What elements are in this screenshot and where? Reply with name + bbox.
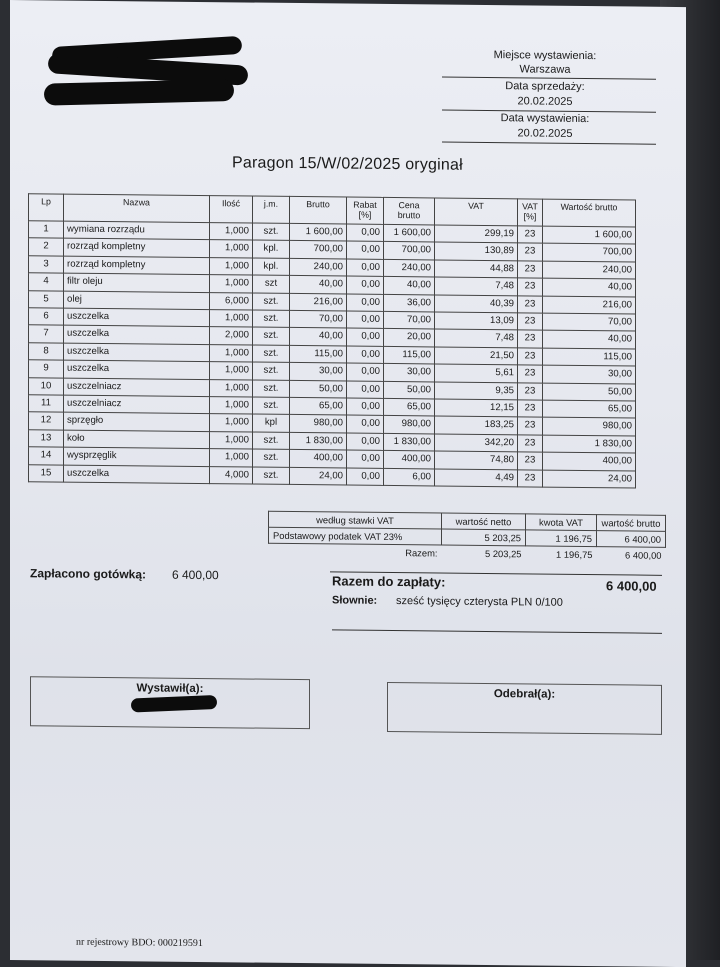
cell-unit: kpl. bbox=[253, 258, 290, 276]
cell-unit: szt. bbox=[253, 467, 290, 485]
vat-gross-value: 6 400,00 bbox=[597, 531, 666, 548]
cell-unit: szt. bbox=[253, 310, 290, 328]
col-header-name: Nazwa bbox=[64, 194, 210, 223]
cell-vat: 7,48 bbox=[435, 329, 518, 347]
cell-qty: 1,000 bbox=[210, 275, 253, 293]
cell-name: wymiana rozrządu bbox=[64, 221, 210, 240]
col-header-gross: Brutto bbox=[290, 196, 347, 224]
cell-lp: 9 bbox=[29, 360, 64, 378]
cell-unit: szt. bbox=[253, 449, 290, 467]
cell-discount: 0,00 bbox=[347, 241, 384, 259]
cell-vat-rate: 23 bbox=[518, 226, 543, 244]
cell-gross: 40,00 bbox=[290, 328, 347, 346]
cell-vat-rate: 23 bbox=[518, 400, 543, 418]
cell-vat: 9,35 bbox=[435, 382, 518, 400]
col-header-qty: Ilość bbox=[210, 196, 253, 223]
cell-discount: 0,00 bbox=[347, 346, 384, 364]
cell-vat-rate: 23 bbox=[518, 278, 543, 296]
vat-header-amount: kwota VAT bbox=[526, 514, 597, 531]
cell-gross: 50,00 bbox=[290, 380, 347, 398]
cell-total: 70,00 bbox=[543, 313, 636, 331]
cell-discount: 0,00 bbox=[347, 276, 384, 294]
cell-lp: 2 bbox=[29, 238, 64, 256]
header-divider bbox=[442, 142, 656, 145]
issued-by-box bbox=[30, 676, 310, 729]
cell-vat-rate: 23 bbox=[518, 261, 543, 279]
cell-discount: 0,00 bbox=[347, 468, 384, 486]
cell-qty: 1,000 bbox=[210, 362, 253, 380]
total-due-value: 6 400,00 bbox=[606, 578, 657, 594]
cell-vat: 130,89 bbox=[435, 242, 518, 260]
cell-lp: 15 bbox=[29, 464, 64, 482]
cell-name: sprzęgło bbox=[64, 413, 210, 432]
vat-total-row bbox=[269, 543, 666, 563]
cell-unit: szt. bbox=[253, 327, 290, 345]
redacted-signature bbox=[131, 695, 218, 713]
cell-qty: 6,000 bbox=[210, 292, 253, 310]
cell-qty: 1,000 bbox=[210, 344, 253, 362]
paid-cash-value: 6 400,00 bbox=[172, 567, 219, 583]
sale-date-label: Data sprzedaży: bbox=[505, 80, 585, 94]
cell-qty: 1,000 bbox=[210, 414, 253, 432]
cell-gross: 1 600,00 bbox=[290, 223, 347, 241]
cell-price: 1 600,00 bbox=[384, 224, 435, 242]
cell-total: 24,00 bbox=[543, 470, 636, 488]
cell-gross: 240,00 bbox=[290, 258, 347, 276]
cell-vat: 7,48 bbox=[435, 277, 518, 295]
cell-gross: 70,00 bbox=[290, 310, 347, 328]
cell-discount: 0,00 bbox=[347, 363, 384, 381]
cell-unit: szt. bbox=[253, 223, 290, 241]
cell-price: 20,00 bbox=[384, 329, 435, 347]
cell-discount: 0,00 bbox=[347, 224, 384, 242]
cell-name: uszczelniacz bbox=[64, 378, 210, 397]
cell-unit: szt. bbox=[253, 293, 290, 311]
vat-header-gross: wartość brutto bbox=[597, 515, 666, 532]
cell-name: rozrząd kompletny bbox=[64, 256, 210, 275]
cell-name: filtr oleju bbox=[64, 273, 210, 292]
cell-total: 65,00 bbox=[543, 400, 636, 418]
cell-discount: 0,00 bbox=[347, 311, 384, 329]
in-words-label: Słownie: bbox=[332, 594, 378, 607]
cell-total: 700,00 bbox=[543, 243, 636, 261]
cell-gross: 1 830,00 bbox=[290, 432, 347, 450]
document-title: Paragon 15/W/02/2025 oryginał bbox=[232, 154, 463, 174]
col-header-price: Cena brutto bbox=[384, 197, 435, 225]
cell-lp: 8 bbox=[29, 343, 64, 361]
redacted-seller-info-3 bbox=[44, 79, 235, 106]
cell-vat: 183,25 bbox=[435, 416, 518, 434]
vat-total-label: Razem: bbox=[405, 547, 438, 559]
received-by-box bbox=[387, 682, 662, 735]
cell-discount: 0,00 bbox=[347, 259, 384, 277]
cell-name: uszczelka bbox=[64, 465, 210, 484]
cell-discount: 0,00 bbox=[347, 398, 384, 416]
cell-vat: 342,20 bbox=[435, 434, 518, 452]
bdo-registry-number: nr rejestrowy BDO: 000219591 bbox=[76, 936, 203, 950]
cell-lp: 12 bbox=[29, 412, 64, 430]
cell-qty: 1,000 bbox=[210, 310, 253, 328]
cell-name: uszczelka bbox=[64, 325, 210, 344]
cell-total: 40,00 bbox=[543, 331, 636, 349]
cell-vat: 74,80 bbox=[435, 451, 518, 469]
issue-date-label: Data wystawienia: bbox=[500, 112, 590, 126]
cell-price: 115,00 bbox=[384, 346, 435, 364]
cell-price: 50,00 bbox=[384, 381, 435, 399]
cell-vat-rate: 23 bbox=[518, 313, 543, 331]
cell-vat-rate: 23 bbox=[518, 452, 543, 470]
vat-rate-name: Podstawowy podatek VAT 23% bbox=[269, 527, 442, 545]
cell-total: 1 600,00 bbox=[543, 226, 636, 244]
cell-vat: 40,39 bbox=[435, 295, 518, 313]
issued-by-label: Wystawił(a): bbox=[136, 682, 204, 696]
cell-total: 40,00 bbox=[543, 278, 636, 296]
cell-name: uszczelka bbox=[64, 343, 210, 362]
cell-price: 1 830,00 bbox=[384, 433, 435, 451]
cell-lp: 7 bbox=[29, 325, 64, 343]
cell-price: 30,00 bbox=[384, 364, 435, 382]
cell-total: 1 830,00 bbox=[543, 435, 636, 453]
cell-qty: 1,000 bbox=[210, 240, 253, 258]
cell-vat: 299,19 bbox=[435, 225, 518, 243]
cell-discount: 0,00 bbox=[347, 294, 384, 312]
place-value: Warszawa bbox=[519, 63, 571, 76]
vat-header-rate: według stawki VAT bbox=[269, 511, 442, 529]
cell-gross: 980,00 bbox=[290, 415, 347, 433]
cell-price: 36,00 bbox=[384, 294, 435, 312]
sale-date-value: 20.02.2025 bbox=[517, 95, 573, 108]
paid-cash-label: Zapłacono gotówką: bbox=[30, 566, 147, 582]
cell-qty: 2,000 bbox=[210, 327, 253, 345]
col-header-unit: j.m. bbox=[253, 196, 290, 223]
cell-price: 240,00 bbox=[384, 259, 435, 277]
in-words-value: sześć tysięcy czterysta PLN 0/100 bbox=[396, 595, 563, 609]
cell-lp: 11 bbox=[29, 395, 64, 413]
cell-lp: 4 bbox=[29, 273, 64, 291]
cell-discount: 0,00 bbox=[347, 450, 384, 468]
cell-vat-rate: 23 bbox=[518, 470, 543, 488]
place-label: Miejsce wystawienia: bbox=[493, 49, 597, 63]
cell-qty: 1,000 bbox=[210, 397, 253, 415]
cell-vat-rate: 23 bbox=[518, 295, 543, 313]
cell-total: 115,00 bbox=[543, 348, 636, 366]
cell-discount: 0,00 bbox=[347, 433, 384, 451]
cell-gross: 115,00 bbox=[290, 345, 347, 363]
cell-qty: 4,000 bbox=[210, 466, 253, 484]
cell-total: 50,00 bbox=[543, 383, 636, 401]
issue-date-value: 20.02.2025 bbox=[517, 127, 573, 140]
cell-discount: 0,00 bbox=[347, 381, 384, 399]
cell-qty: 1,000 bbox=[210, 223, 253, 241]
vat-net-value: 5 203,25 bbox=[442, 529, 526, 546]
cell-price: 40,00 bbox=[384, 277, 435, 295]
cell-vat-rate: 23 bbox=[518, 243, 543, 261]
cell-gross: 40,00 bbox=[290, 276, 347, 294]
cell-name: koło bbox=[64, 430, 210, 449]
cell-qty: 1,000 bbox=[210, 257, 253, 275]
cell-gross: 30,00 bbox=[290, 363, 347, 381]
cell-total: 400,00 bbox=[543, 452, 636, 470]
words-underline bbox=[332, 629, 662, 633]
cell-total: 216,00 bbox=[543, 296, 636, 314]
cell-price: 65,00 bbox=[384, 398, 435, 416]
cell-vat-rate: 23 bbox=[518, 435, 543, 453]
cell-gross: 700,00 bbox=[290, 241, 347, 259]
cell-unit: szt. bbox=[253, 345, 290, 363]
cell-name: uszczelka bbox=[64, 360, 210, 379]
cell-total: 30,00 bbox=[543, 365, 636, 383]
cell-lp: 3 bbox=[29, 256, 64, 274]
cell-name: olej bbox=[64, 291, 210, 310]
cell-price: 400,00 bbox=[384, 451, 435, 469]
col-header-lp: Lp bbox=[29, 194, 64, 221]
cell-name: rozrząd kompletny bbox=[64, 238, 210, 257]
cell-vat: 12,15 bbox=[435, 399, 518, 417]
col-header-vat: VAT bbox=[435, 198, 518, 226]
cell-unit: szt. bbox=[253, 397, 290, 415]
vat-total-gross: 6 400,00 bbox=[625, 549, 662, 561]
col-header-total: Wartość brutto bbox=[543, 199, 636, 227]
cell-qty: 1,000 bbox=[210, 379, 253, 397]
cell-discount: 0,00 bbox=[347, 415, 384, 433]
cell-vat: 4,49 bbox=[435, 469, 518, 487]
cell-name: uszczelka bbox=[64, 308, 210, 327]
received-by-label: Odebrał(a): bbox=[493, 688, 556, 701]
cell-vat: 21,50 bbox=[435, 347, 518, 365]
vat-header-net: wartość netto bbox=[442, 513, 526, 530]
cell-vat-rate: 23 bbox=[518, 417, 543, 435]
items-table bbox=[28, 193, 636, 488]
vat-total-net: 5 203,25 bbox=[485, 547, 522, 560]
cell-unit: kpl. bbox=[253, 240, 290, 258]
cell-price: 700,00 bbox=[384, 242, 435, 260]
cell-unit: szt. bbox=[253, 362, 290, 380]
cell-unit: kpl bbox=[253, 415, 290, 433]
cell-discount: 0,00 bbox=[347, 328, 384, 346]
cell-gross: 24,00 bbox=[290, 467, 347, 485]
items-body bbox=[29, 221, 636, 488]
cell-total: 980,00 bbox=[543, 418, 636, 436]
cell-lp: 5 bbox=[29, 290, 64, 308]
cell-name: wysprzęglik bbox=[64, 447, 210, 466]
cell-vat-rate: 23 bbox=[518, 382, 543, 400]
cell-lp: 1 bbox=[29, 221, 64, 239]
vat-summary-table bbox=[268, 511, 666, 563]
cell-price: 980,00 bbox=[384, 416, 435, 434]
cell-vat: 13,09 bbox=[435, 312, 518, 330]
cell-total: 240,00 bbox=[543, 261, 636, 279]
vat-amount-value: 1 196,75 bbox=[526, 530, 597, 547]
cell-lp: 13 bbox=[29, 430, 64, 448]
cell-unit: szt bbox=[253, 275, 290, 293]
cell-gross: 65,00 bbox=[290, 397, 347, 415]
cell-price: 6,00 bbox=[384, 468, 435, 486]
cell-vat-rate: 23 bbox=[518, 365, 543, 383]
cell-price: 70,00 bbox=[384, 311, 435, 329]
cell-unit: szt. bbox=[253, 432, 290, 450]
col-header-vat-rate: VAT [%] bbox=[518, 199, 543, 226]
cell-unit: szt. bbox=[253, 380, 290, 398]
cell-lp: 10 bbox=[29, 377, 64, 395]
cell-vat: 44,88 bbox=[435, 260, 518, 278]
total-due-label: Razem do zapłaty: bbox=[332, 573, 446, 590]
cell-lp: 6 bbox=[29, 308, 64, 326]
col-header-discount: Rabat [%] bbox=[347, 197, 384, 224]
cell-qty: 1,000 bbox=[210, 449, 253, 467]
cell-vat-rate: 23 bbox=[518, 330, 543, 348]
receipt-document bbox=[10, 0, 686, 967]
cell-qty: 1,000 bbox=[210, 431, 253, 449]
cell-vat-rate: 23 bbox=[518, 348, 543, 366]
cell-name: uszczelniacz bbox=[64, 395, 210, 414]
vat-total-amount: 1 196,75 bbox=[556, 548, 593, 561]
cell-vat: 5,61 bbox=[435, 364, 518, 382]
cell-gross: 400,00 bbox=[290, 450, 347, 468]
cell-lp: 14 bbox=[29, 447, 64, 465]
cell-gross: 216,00 bbox=[290, 293, 347, 311]
